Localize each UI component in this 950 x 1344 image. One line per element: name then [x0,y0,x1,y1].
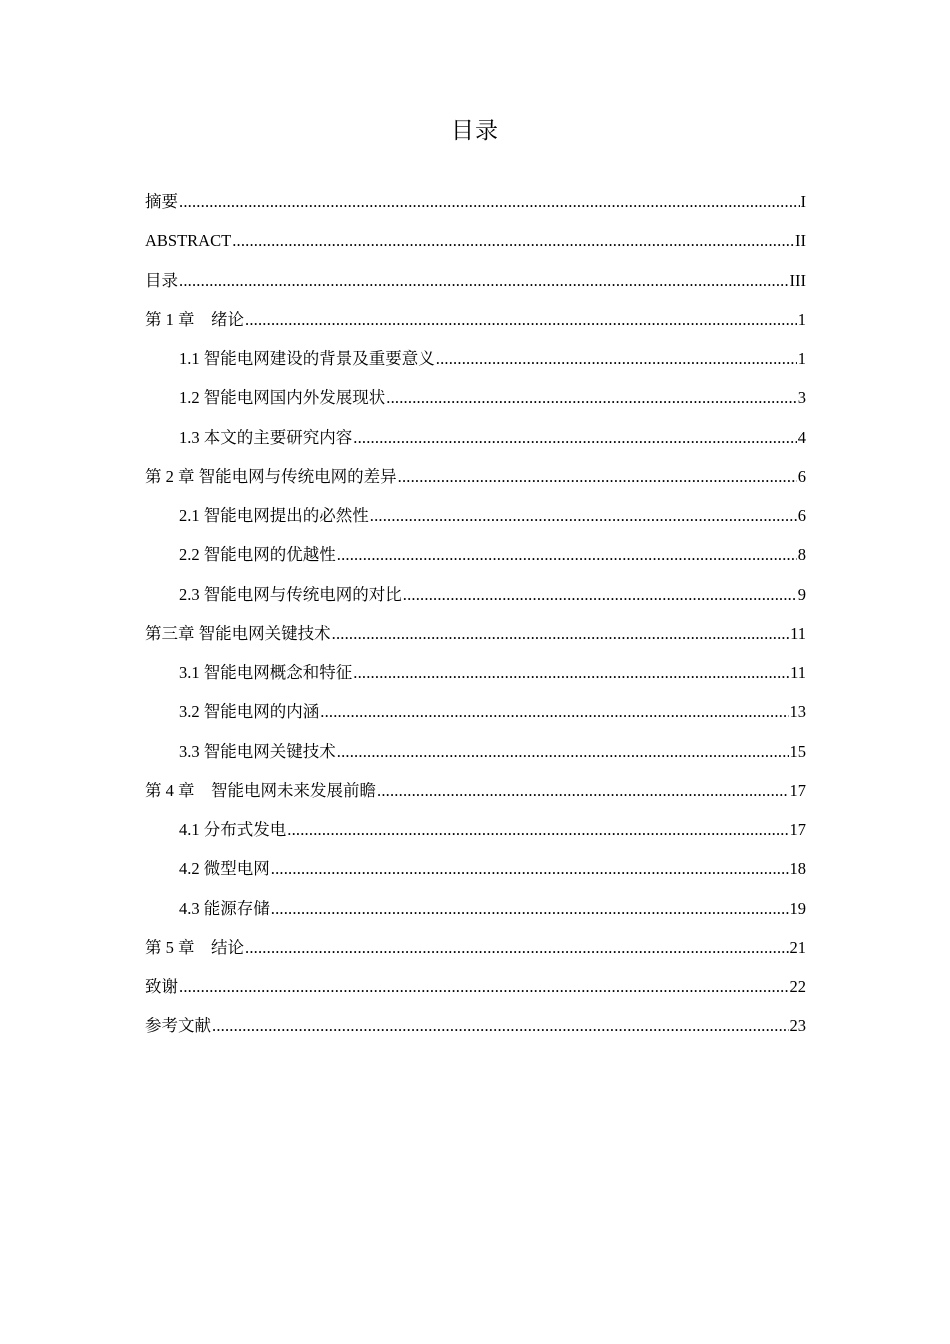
toc-page-number: 9 [797,584,806,604]
toc-dot-leader [353,418,797,457]
toc-entry-label: 3.2 智能电网的内涵 [179,702,320,722]
toc-entry-section-1-1 [145,339,806,378]
toc-entry-label: 1.3 本文的主要研究内容 [179,427,353,447]
toc-entry-abstract-en [145,221,806,260]
toc-entry-section-1-3 [145,418,806,457]
toc-entry-section-2-1 [145,496,806,535]
toc-entry-section-2-3 [145,575,806,614]
toc-dot-leader [245,300,797,339]
toc-page-number: 22 [789,977,806,996]
toc-page-number: 21 [789,937,806,957]
toc-dot-leader [436,339,797,378]
toc-entry-chapter-4 [145,771,806,810]
toc-entry-label: 4.2 微型电网 [179,859,270,879]
toc-entry-chapter-5 [145,928,806,967]
toc-dot-leader [386,378,797,417]
toc-page-number: II [795,231,806,251]
toc-entry-label: 1.1 智能电网建设的背景及重要意义 [179,349,435,368]
toc-page-number: 13 [789,702,806,722]
toc-entry-label: 2.3 智能电网与传统电网的对比 [179,584,402,604]
toc-entry-abstract-cn [145,182,806,221]
toc-entry-label: 摘要 [145,192,178,211]
toc-entry-label: 第 5 章 结论 [145,937,244,957]
toc-entry-label: 致谢 [145,977,178,996]
toc-dot-leader [232,221,794,260]
toc-page-number: 18 [789,859,806,879]
toc-page-number: 3 [797,388,806,408]
toc-page-number: III [789,270,806,290]
toc-dot-leader [271,889,789,928]
toc-dot-leader [353,653,789,692]
toc-dot-leader [271,849,789,888]
toc-entry-label: 4.3 能源存储 [179,898,270,918]
toc-entry-label: 目录 [145,270,178,290]
table-of-contents [145,182,806,1046]
toc-entry-label: 第 1 章 绪论 [145,309,244,329]
toc-dot-leader [398,457,797,496]
toc-entry-label: 3.1 智能电网概念和特征 [179,663,353,682]
toc-entry-section-1-2 [145,378,806,417]
toc-dot-leader [370,496,797,535]
toc-entry-section-2-2 [145,535,806,574]
toc-dot-leader [179,967,789,1006]
toc-entry-contents [145,261,806,300]
toc-page-number: 6 [797,506,806,525]
toc-entry-label: 第 4 章 智能电网未来发展前瞻 [145,780,376,800]
toc-dot-leader [179,261,789,300]
toc-entry-label: 3.3 智能电网关键技术 [179,741,336,761]
toc-entry-label: 第 2 章 智能电网与传统电网的差异 [145,466,397,486]
toc-entry-chapter-1 [145,300,806,339]
toc-entry-label: ABSTRACT [145,231,232,251]
toc-page-number: 15 [789,741,806,761]
toc-page-number: 23 [789,1016,806,1036]
toc-entry-section-3-3 [145,732,806,771]
toc-entry-section-3-2 [145,692,806,731]
toc-entry-acknowledgements [145,967,806,1006]
toc-dot-leader [403,575,797,614]
toc-dot-leader [287,810,788,849]
toc-entry-label: 参考文献 [145,1016,211,1036]
page-title: 目录 [451,118,499,144]
toc-dot-leader [377,771,789,810]
toc-entry-label: 2.2 智能电网的优越性 [179,545,336,565]
toc-entry-references [145,1006,806,1045]
toc-entry-label: 1.2 智能电网国内外发展现状 [179,388,386,408]
toc-dot-leader [337,732,789,771]
toc-page-number: 6 [797,466,806,486]
toc-page-number: 4 [797,427,806,447]
toc-dot-leader [179,182,800,221]
toc-entry-section-4-1 [145,810,806,849]
toc-dot-leader [332,614,789,653]
toc-page-number: 8 [797,545,806,565]
toc-entry-label: 4.1 分布式发电 [179,820,287,839]
toc-entry-chapter-2 [145,457,806,496]
toc-entry-section-3-1 [145,653,806,692]
toc-entry-label: 第三章 智能电网关键技术 [145,623,331,643]
toc-page-number: 17 [789,820,806,839]
toc-dot-leader [245,928,789,967]
toc-entry-section-4-3 [145,889,806,928]
toc-entry-label: 2.1 智能电网提出的必然性 [179,506,369,525]
toc-page-number: 17 [789,780,806,800]
toc-entry-section-4-2 [145,849,806,888]
toc-page-number: 11 [790,663,806,682]
toc-dot-leader [212,1006,789,1045]
toc-page-number: I [800,192,806,211]
toc-dot-leader [320,692,788,731]
toc-page-number: 1 [797,309,806,329]
toc-dot-leader [337,535,797,574]
toc-entry-chapter-3 [145,614,806,653]
toc-page-number: 11 [790,623,806,643]
toc-page-number: 19 [789,898,806,918]
toc-page-number: 1 [797,349,806,368]
